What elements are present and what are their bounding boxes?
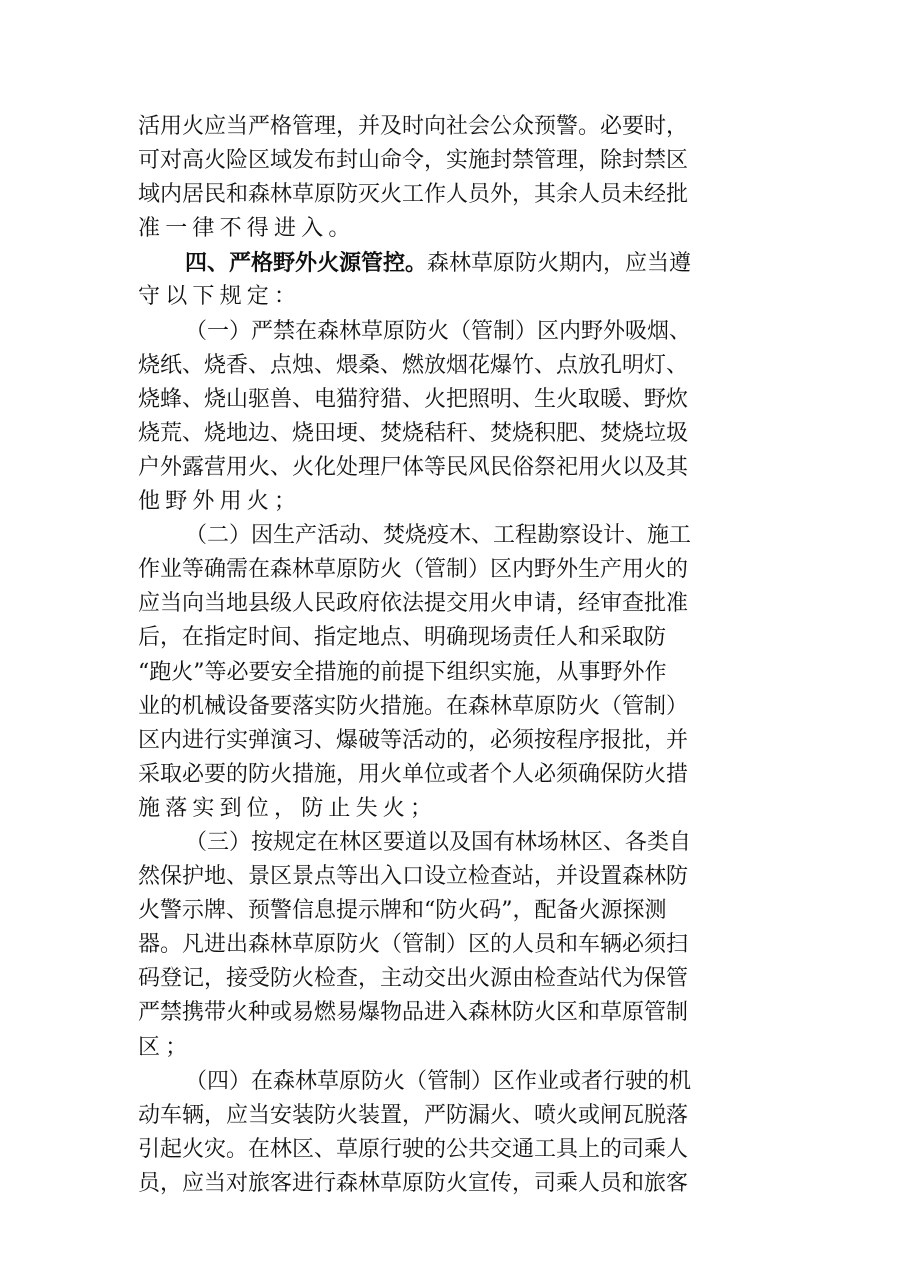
section-heading: 四、严格野外火源管控。 <box>185 250 428 277</box>
line-text: 域内居民和森林草原防灭火工作人员外，其余人员未经批 <box>138 182 689 208</box>
line-text: 施落实到位，防止失火； <box>138 795 438 821</box>
text-line <box>138 417 778 451</box>
text-line <box>138 1065 778 1099</box>
line-text: 户外露营用火、火化处理尸体等民风民俗祭祀用火以及其 <box>138 454 689 480</box>
line-text: 火警示牌、预警信息提示牌和“防火码”，配备火源探测 <box>138 898 667 924</box>
line-text: 烧蜂、烧山驱兽、电猫狩猎、火把照明、生火取暖、野炊 <box>138 386 689 412</box>
text-line <box>138 928 778 962</box>
line-text: 区； <box>138 1034 193 1060</box>
text-line <box>138 144 778 178</box>
line-text: 动车辆，应当安装防火装置，严防漏火、喷火或闸瓦脱落 <box>138 1102 689 1128</box>
document-body <box>138 110 778 1201</box>
text-line <box>138 894 778 928</box>
line-text: 准一律不得进入。 <box>138 216 356 242</box>
line-text: 作业等确需在森林草原防火（管制）区内野外生产用火的 <box>138 557 689 583</box>
line-text: 员，应当对旅客进行森林草原防火宣传，司乘人员和旅客 <box>138 1170 689 1196</box>
text-line <box>138 178 778 212</box>
text-line <box>138 383 778 417</box>
text-line <box>138 1099 778 1133</box>
line-text: 后，在指定时间、指定地点、明确现场责任人和采取防 <box>138 625 667 651</box>
text-line <box>138 315 778 349</box>
line-text: （一）严禁在森林草原防火（管制）区内野外吸烟、 <box>185 318 692 344</box>
line-text: （三）按规定在林区要道以及国有林场林区、各类自 <box>185 829 692 855</box>
line-text: 器。凡进出森林草原防火（管制）区的人员和车辆必须扫 <box>138 932 689 958</box>
line-text: 引起火灾。在林区、草原行驶的公共交通工具上的司乘人 <box>138 1136 689 1162</box>
text-line <box>138 587 778 621</box>
text-line <box>138 1167 778 1201</box>
line-text: 区内进行实弹演习、爆破等活动的，必须按程序报批，并 <box>138 727 689 753</box>
line-text: 严禁携带火种或易燃易爆物品进入森林防火区和草原管制 <box>138 1000 689 1026</box>
line-text: （四）在森林草原防火（管制）区作业或者行驶的机 <box>185 1068 692 1094</box>
text-line <box>138 349 778 383</box>
text-line <box>138 1133 778 1167</box>
text-line <box>138 451 778 485</box>
line-text: 然保护地、景区景点等出入口设立检查站，并设置森林防 <box>138 864 689 890</box>
text-line <box>138 485 778 519</box>
text-line <box>138 860 778 894</box>
text-line <box>138 280 778 314</box>
line-text: 烧纸、烧香、点烛、煨桑、燃放烟花爆竹、点放孔明灯、 <box>138 352 689 378</box>
line-text: 码登记，接受防火检查，主动交出火源由检查站代为保管 <box>138 966 689 992</box>
text-line <box>138 110 778 144</box>
line-text: （二）因生产活动、焚烧疫木、工程勘察设计、施工 <box>185 523 692 549</box>
text-line <box>138 553 778 587</box>
line-text: 烧荒、烧地边、烧田埂、焚烧秸秆、焚烧积肥、焚烧垃圾 <box>138 420 689 446</box>
line-text: 应当向当地县级人民政府依法提交用火申请，经审查批准 <box>138 591 689 617</box>
text-line <box>138 996 778 1030</box>
text-line <box>138 1031 778 1065</box>
text-line <box>138 246 778 280</box>
line-text: 采取必要的防火措施，用火单位或者个人必须确保防火措 <box>138 761 689 787</box>
text-line <box>138 792 778 826</box>
text-line <box>138 962 778 996</box>
line-text: 业的机械设备要落实防火措施。在森林草原防火（管制） <box>138 693 689 719</box>
text-line <box>138 656 778 690</box>
line-text: “跑火”等必要安全措施的前提下组织实施，从事野外作 <box>138 659 667 685</box>
text-line <box>138 519 778 553</box>
text-line <box>138 621 778 655</box>
line-text: 守以下规定： <box>138 284 302 310</box>
line-text: 森林草原防火期内，应当遵 <box>427 251 692 277</box>
line-text: 活用火应当严格管理，并及时向社会公众预警。必要时， <box>138 114 689 139</box>
text-line <box>138 690 778 724</box>
text-line <box>138 724 778 758</box>
text-line <box>138 826 778 860</box>
line-text: 可对高火险区域发布封山命令，实施封禁管理，除封禁区 <box>138 148 689 174</box>
text-line <box>138 212 778 246</box>
line-text: 他野外用火； <box>138 489 302 515</box>
text-line <box>138 758 778 792</box>
